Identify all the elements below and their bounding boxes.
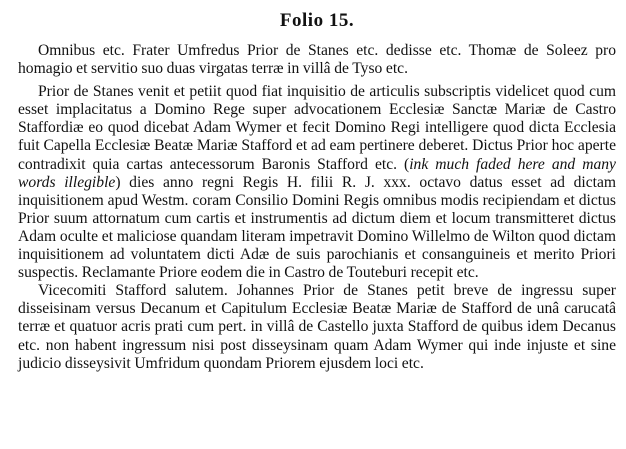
paragraph-text: ) dies anno regni Regis H. filii R. J. xxx. octavo datus esset ad dictam inquisitionem apud Westm. coram Consilio Domini Regis omnibus modis recipiendam et dictus Prior suum attornatum cum cartis et instrumentis ad dictum diem et locum transmitteret dictus Adam oculte et maliciose quandam literam impetravit Domino Willelmo de Wilton quod dictam inquisitionem ad voluntatem dicti Adæ de suis parochianis et consanguineis et merito Priori suspectis. Reclamante Priore eodem die in Castro de Touteburi recepit etc. [18, 173, 617, 282]
editorial-note: ink much faded here and many words illegible [18, 155, 616, 191]
paragraph-text: Vicecomiti Stafford salutem. Johannes Prior de Stanes petit breve de ingressu super disseisinam versus Decanum et Capitulum Ecclesiæ Beatæ Mariæ de Stafford de unâ carucatâ terræ et quatuor acris prati cum pert. in villâ de Castello juxta Stafford de quibus idem Decanus etc. non habent ingressum nisi post disseysinam quam Adam Wymer qui inde injuste et sine judicio disseysivit Umfridum quondam Priorem ejusdem loci etc. [18, 282, 616, 372]
paragraph-grant [18, 42, 616, 78]
paragraph-text: Prior de Stanes venit et petiit quod fiat inquisitio de articulis subscriptis videlicet quod cum esset implacitatus a Domino Rege super advocationem Ecclesiæ Sanctæ Mariæ de Castro Staffordiæ eo quod dicebat Adam Wymer et fecit Domino Regi intelligere quod dicta Ecclesia fuit Capella Ecclesiæ Beatæ Mariæ Stafford et ad eam pertinere deberet. Dictus Prior hoc aperte contradixit quia cartas antecessorum Baronis Stafford etc. ( [18, 83, 616, 173]
paragraph-text: Omnibus etc. Frater Umfredus Prior de Stanes etc. dedisse etc. Thomæ de Soleez pro homagio et servitio suo duas virgatas terræ in villâ de Tyso etc. [18, 42, 616, 78]
paragraph-inquisition [18, 83, 616, 282]
folio-heading: Folio 15. [279, 10, 355, 31]
paragraph-writ [18, 282, 616, 372]
